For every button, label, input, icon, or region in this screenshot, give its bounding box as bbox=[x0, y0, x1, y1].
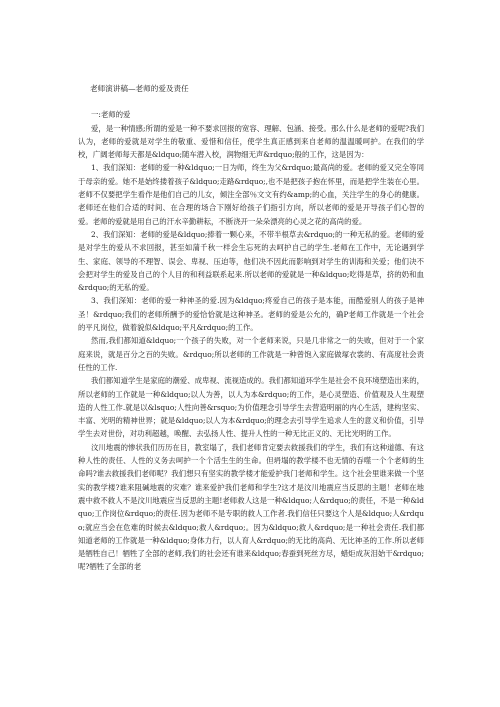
paragraph-point-1: 1、我们深知：老师的爱一种&ldquo;一日为师，终生为父&rdquo;最高尚的爱。老师的爱又完全等同于母亲的爱。她不是始终搂着孩子&ldquo;走路&rdquo;,也不是把孩子抱在怀里，而是把学生装在心里。老师不仅要把学生看作是他们自己的儿女，倾注全部％文文有约&amp;的心血，关注学生的身心的健康。老师还在他们合适的时间、在合理的场合下刚好给孩子们指引方向，所以老师的爱是开导孩子们心智的爱。老师的爱就是用自己的汗水辛勤耕耘，不断浇开一朵朵漂亮的心灵之花的高尚的爱。 bbox=[78, 163, 424, 226]
paragraph-intro: 爱，是一种情感;所谓的爱是一种不要求回报的宽容、理解、包涵、接受。那么什么是老师的爱呢?我们认为，老师的爱就是对学生的敬重、爱惜和信任，使学生真正感到来自老师的温温暖呵护。在我们的学校，广阔老师每天都是&ldquo;随车潜入校，润物细无声&rdquo;般的工作，这是因为： bbox=[78, 123, 424, 160]
document-title: 老师演讲稿—老师的爱及责任 bbox=[90, 84, 189, 93]
paragraph-earthquake: 汶川地震的惨状我们历历在目，教室塌了，我们老师肯定要去救援我们的学生，我们有这种道德、有这种人性的责任、人性的义务去呵护一个个活生生的生命。但坍塌的教学楼不也无情的吞噬一个个老师的生命吗?谁去救援我们老师呢？我们想只有坚实的教学楼才能爱护我门老师和学生。这个社会里谁来做一个坚实的教学楼?谁来阻碱地震的灾难？谁来爱护我们老师和学生?这才是汶川地震应当反思的主题！老师在地震中救不救人不是汶川地震应当反思的主题!老师救人这是一种&ldquo;人&rdquo;的责任，不是一种&ldquo;工作岗位&rdquo;的责任.因为老师不是专职的救人工作者.我们信任只要这个人是&ldquo;人&rdquo;就应当会在危难的时候去&ldquo;救人&rdquo;。因为&ldquo;救人&rdquo;是一种社会责任.我们都知道老师的工作就是一种&ldquo;身体力行，以人育人&rdquo;的无比的高尚、无比神圣的工作.所以老师是牺牲自己！牺牲了全部的老师,我们的社会还有谁来&ldquo;春蚕到死丝方尽，蜡炬成灰泪始干&rdquo;呢?牺牲了全部的老 bbox=[78, 442, 424, 572]
paragraph-point-2: 2、我们深知：老师的爱是&ldquo;捧着一颗心来，不带半根草去&rdquo;的一种无私的爱。老师的爱是对学生的爱从不求回报，甚至如蒲千秋一样会生忘死的去呵护自己的学生.老师在工作中，无论遇到学生、家庭、领导的不理智、误会、卑视、压迫等，他们决不因此而影响到对学生的训海和关爱；他们决不会把对学生的爱及自己的个人目的和利益联系起来.所以老师的爱就是一种&ldquo;吃得是草，挤的奶和血&rdquo;的无私的爱。 bbox=[78, 229, 424, 293]
section-heading: 一:老师的爱 bbox=[91, 110, 131, 120]
paragraph-shaping: 我们都知道学生是家庭的潮爱、成卑视、流视造成的。我们都知道环学生是社会不良环境塑造出来的，所以老师的工作就是一种&ldquo;以人为善，以人为本&rdquo;的工作，是心灵塑造、价值观及人生观塑造的人性工作.就是以&lsquo;人性向善&rsquo;为价值理念引导学生去营造明丽的内心生活，建构坚实、丰富、光明的精神世界；就是&ldquo;以人为本&rdquo;的理念去引导学生追求人生的意义和价值，引导学生去对世份，对功利超越，唤醒、去弘扬人性、提升人性的一种无比正义的、无比光明的工作。 bbox=[78, 376, 424, 439]
document-body bbox=[78, 82, 424, 574]
paragraph-point-3: 3、我们深知：老师的爱一种神圣的爱.因为&ldquo;疼爱自己的孩子是本能，而酷爱别人的孩子是神圣！&rdquo;我们的老师所酬予的爱恰恰就是这种神圣。老师的爱是公允的，确P老师工作就是一个社会的平凡岗位，做着貌似&ldquo;平凡&rdquo;的工作。 bbox=[78, 296, 424, 333]
paragraph-failure: 然而,我们都知道&ldquo;一个孩子的失败，对一个老师来说，只是几非常之一的失败，但对于一个家庭来说，就是百分之百的失败。&rdquo;所以老师的工作就是一种曾饱入家庭做塚衣裳的、有高度社会责任性的工作. bbox=[78, 336, 424, 372]
